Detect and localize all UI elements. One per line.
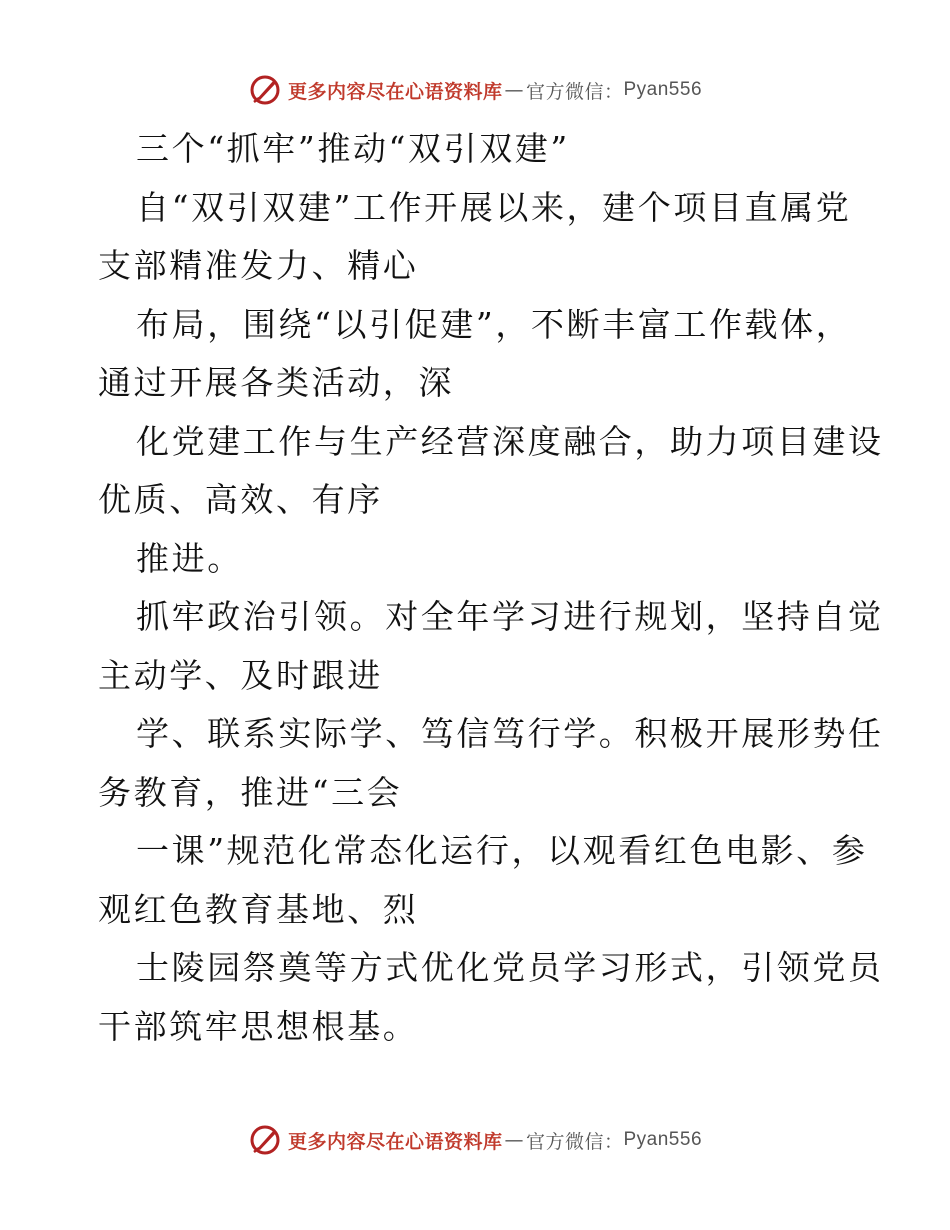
quill-logo-icon <box>248 1123 282 1157</box>
document-line: 士陵园祭奠等方式优化党员学习形式，引领党员 <box>136 948 884 987</box>
document-line: 学、联系实际学、笃信笃行学。积极开展形势任 <box>136 714 884 753</box>
document-line: 抓牢政治引领。对全年学习进行规划，坚持自觉 <box>136 597 884 636</box>
banner-wechat-label: 官方微信： <box>525 80 624 103</box>
document-line: 务教育，推进“三会 <box>98 772 403 812</box>
banner-wechat-id: Pyan556 <box>623 79 703 100</box>
banner-dash: — <box>504 79 524 101</box>
banner-dash: — <box>504 1129 524 1151</box>
document-line: 优质、高效、有序 <box>98 480 383 519</box>
document-line: 化党建工作与生产经营深度融合，助力项目建设 <box>136 421 884 461</box>
quill-logo-icon <box>248 73 282 107</box>
document-line: 支部精准发力、精心 <box>98 246 419 285</box>
document-line: 三个“抓牢”推动“双引双建” <box>136 129 570 168</box>
document-line: 布局，围绕“以引促建”，不断丰富工作载体， <box>136 304 852 344</box>
document-body <box>98 120 884 1056</box>
banner-wechat-label: 官方微信： <box>525 1130 624 1153</box>
banner-brand: 更多内容尽在心语资料库 <box>287 80 503 103</box>
document-line: 自“双引双建”工作开展以来，建个项目直属党 <box>136 187 852 227</box>
document-line: 一课”规范化常态化运行，以观看红色电影、参 <box>136 831 868 870</box>
banner-brand: 更多内容尽在心语资料库 <box>287 1130 503 1153</box>
footer-banner <box>0 1120 950 1160</box>
document-line: 通过开展各类活动，深 <box>98 363 454 402</box>
banner-wechat-id: Pyan556 <box>623 1129 703 1150</box>
document-line: 干部筑牢思想根基。 <box>98 1006 419 1046</box>
header-banner <box>0 70 950 110</box>
document-line: 主动学、及时跟进 <box>98 655 383 695</box>
document-line: 推进。 <box>136 538 243 578</box>
document-line: 观红色教育基地、烈 <box>98 889 419 929</box>
